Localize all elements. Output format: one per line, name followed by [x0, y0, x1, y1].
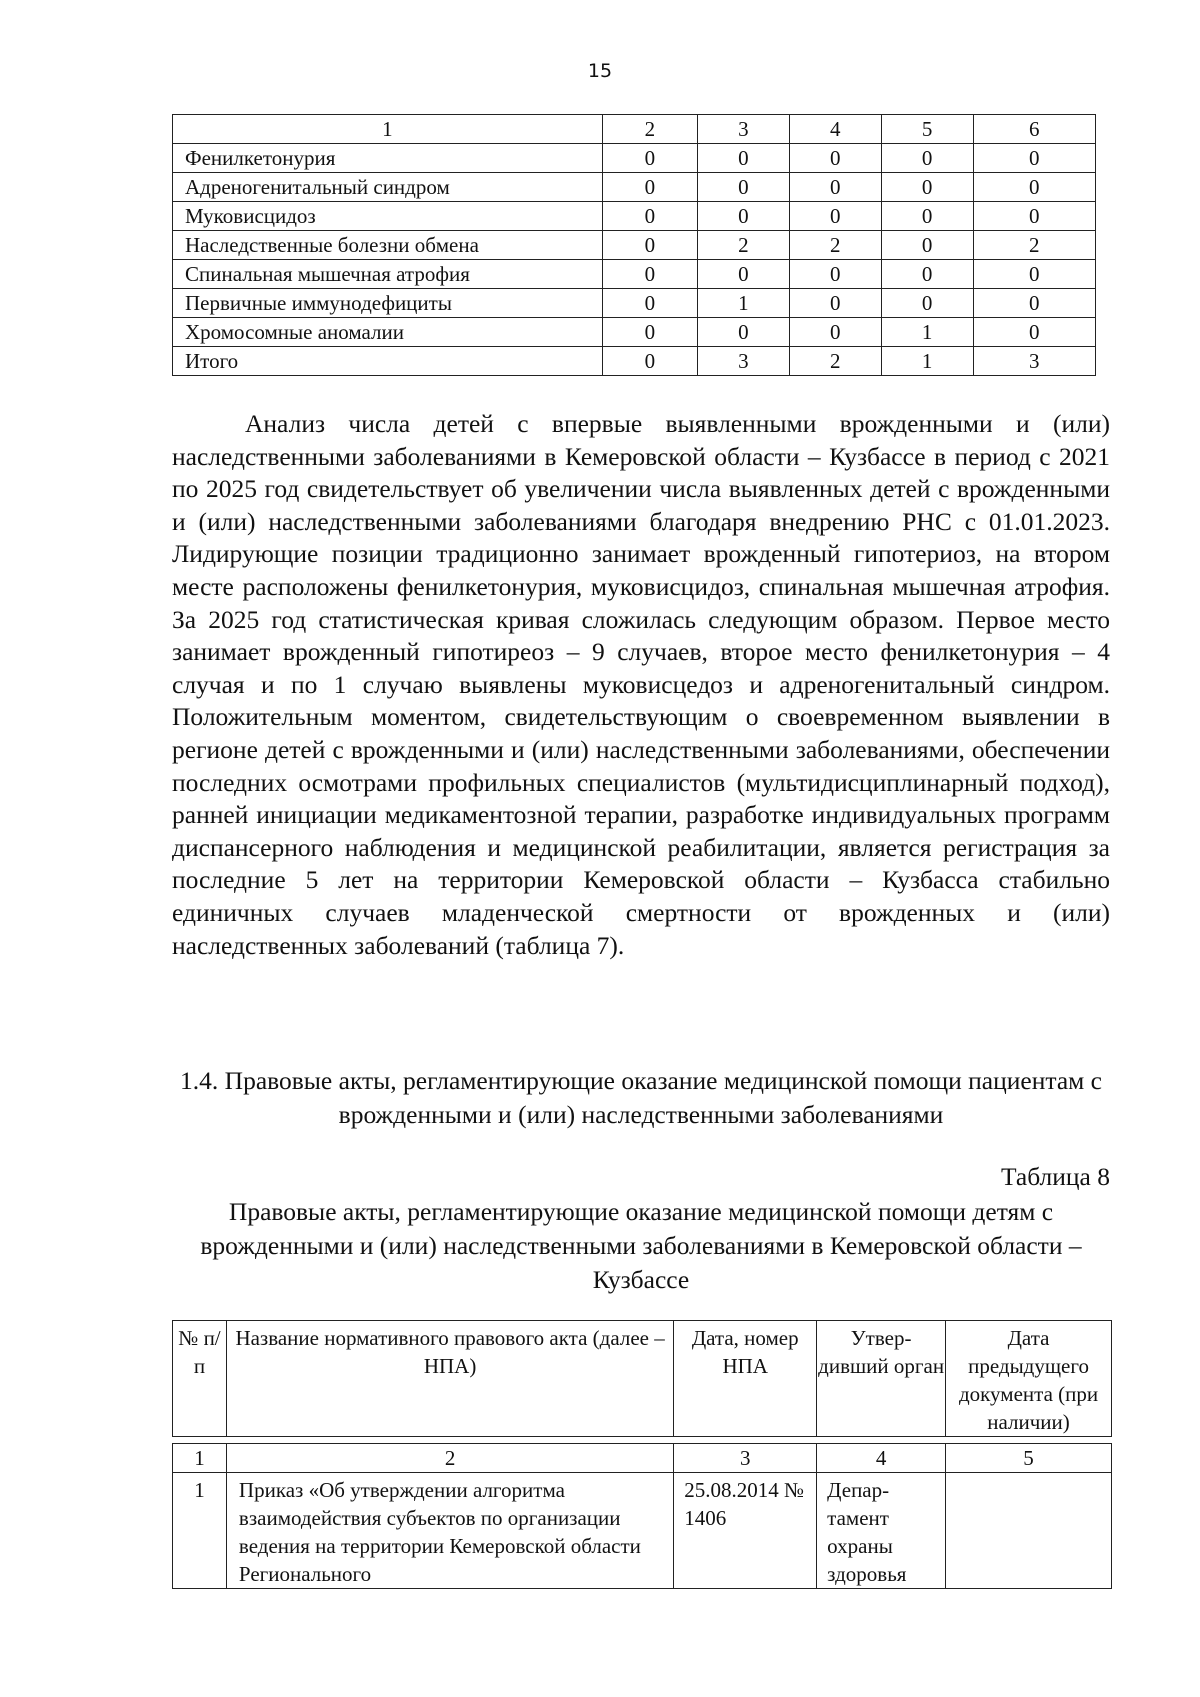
column-number: 2 — [226, 1444, 673, 1473]
row-label: Адреногенитальный синдром — [173, 173, 603, 202]
table-header-row — [173, 115, 1096, 144]
table-total-row — [173, 347, 1096, 376]
cell-value: 0 — [973, 289, 1096, 318]
table-row — [173, 173, 1096, 202]
row-label: Наследственные болезни обмена — [173, 231, 603, 260]
cell-value: 0 — [697, 318, 789, 347]
cell-value: 0 — [602, 347, 697, 376]
column-header: 4 — [789, 115, 881, 144]
cell-value: 0 — [602, 202, 697, 231]
cell-value: 0 — [881, 231, 973, 260]
column-header: 5 — [881, 115, 973, 144]
cell-value: 0 — [602, 289, 697, 318]
cell-value: 0 — [973, 202, 1096, 231]
column-number: 3 — [674, 1444, 817, 1473]
cell-value: 0 — [789, 289, 881, 318]
table-row — [173, 318, 1096, 347]
cell-value: 0 — [881, 144, 973, 173]
cell-value: 0 — [697, 144, 789, 173]
cell-value: 1 — [881, 318, 973, 347]
column-number: 5 — [946, 1444, 1112, 1473]
column-header-number: № п/п — [173, 1321, 227, 1437]
column-header: 6 — [973, 115, 1096, 144]
cell-value: 0 — [973, 173, 1096, 202]
row-label: Спинальная мышечная атрофия — [173, 260, 603, 289]
column-numbers-row — [173, 1444, 1112, 1473]
cell-value: 3 — [697, 347, 789, 376]
approving-organ: Депар-тамент охраны здоровья — [817, 1473, 946, 1589]
column-header: 1 — [173, 115, 603, 144]
act-date-number: 25.08.2014 № 1406 — [674, 1473, 817, 1589]
statistics-table — [172, 114, 1096, 376]
cell-value: 2 — [973, 231, 1096, 260]
cell-value: 2 — [697, 231, 789, 260]
cell-value: 1 — [697, 289, 789, 318]
table-row — [173, 231, 1096, 260]
column-header: 2 — [602, 115, 697, 144]
column-header: 3 — [697, 115, 789, 144]
cell-value: 0 — [789, 144, 881, 173]
cell-value: 0 — [602, 231, 697, 260]
cell-value: 0 — [697, 202, 789, 231]
page-number: 15 — [587, 60, 613, 82]
legal-acts-table — [172, 1320, 1112, 1589]
cell-value: 0 — [789, 173, 881, 202]
column-header-name: Название нормативного правового акта (далее – НПА) — [226, 1321, 673, 1437]
cell-value: 1 — [881, 347, 973, 376]
row-label: Итого — [173, 347, 603, 376]
table-spacer-row — [173, 1437, 1112, 1444]
table-row — [173, 202, 1096, 231]
cell-value: 2 — [789, 231, 881, 260]
previous-document-date — [946, 1473, 1112, 1589]
cell-value: 0 — [973, 260, 1096, 289]
cell-value: 0 — [881, 289, 973, 318]
table-row — [173, 260, 1096, 289]
table-header-row — [173, 1321, 1112, 1437]
column-header-organ: Утвер-дивший орган — [817, 1321, 946, 1437]
cell-value: 0 — [602, 144, 697, 173]
cell-value: 0 — [602, 318, 697, 347]
column-number: 4 — [817, 1444, 946, 1473]
table-caption: Правовые акты, регламентирующие оказание медицинской помощи детям с врожденными и (или) наследственными заболеваниями в Кемеровской области – Кузбассе — [200, 1197, 1082, 1294]
row-label: Фенилкетонурия — [173, 144, 603, 173]
analysis-paragraph: Анализ числа детей с впервые выявленными врожденными и (или) наследственными заболеваниями в Кемеровской области – Кузбассе в период с 2021 по 2025 год свидетельствует об увеличении числа выявленных детей с врожденными и (или) наследственными заболеваниями благодаря внедрению РНС с 01.01.2023. Лидирующие позиции традиционно занимает врожденный гипотериоз, на втором месте расположены фенилкетонурия, муковисцидоз, спинальная мышечная атрофия. За 2025 год статистическая кривая сложилась следующим образом. Первое место занимает врожденный гипотиреоз – 9 случаев, второе место фенилкетонурия – 4 случая и по 1 случаю выявлены муковисцедоз и адреногенитальный синдром. Положительным моментом, свидетельствующим о своевременном выявлении в регионе детей с врожденными и (или) наследственными заболеваниями, обеспечении последних осмотрами профильных специалистов (мультидисциплинарный подход), ранней инициации медикаментозной терапии, разработке индивидуальных программ диспансерного наблюдения и медицинской реабилитации, является регистрация за последние 5 лет на территории Кемеровской области – Кузбасса стабильно единичных случаев младенческой смертности от врожденных и (или) наследственных заболеваний (таблица 7). — [172, 409, 1110, 960]
cell-value: 0 — [602, 173, 697, 202]
row-number: 1 — [173, 1473, 227, 1589]
column-header-previous: Дата предыдущего документа (при наличии) — [946, 1321, 1112, 1437]
column-number: 1 — [173, 1444, 227, 1473]
cell-value: 0 — [881, 173, 973, 202]
section-heading: 1.4. Правовые акты, регламентирующие оказание медицинской помощи пациентам с врожденными и (или) наследственными заболеваниями — [180, 1066, 1102, 1129]
cell-value: 0 — [973, 318, 1096, 347]
cell-value: 0 — [881, 202, 973, 231]
cell-value: 0 — [697, 173, 789, 202]
row-label: Муковисцидоз — [173, 202, 603, 231]
row-label: Первичные иммунодефициты — [173, 289, 603, 318]
cell-value: 0 — [789, 202, 881, 231]
table-row — [173, 144, 1096, 173]
cell-value: 0 — [789, 318, 881, 347]
cell-value: 0 — [789, 260, 881, 289]
cell-value: 0 — [697, 260, 789, 289]
table-number: Таблица 8 — [1000, 1162, 1110, 1191]
act-name: Приказ «Об утверждении алгоритма взаимодействия субъектов по организации ведения на территории Кемеровской области Регионального — [226, 1473, 673, 1589]
row-label: Хромосомные аномалии — [173, 318, 603, 347]
cell-value: 3 — [973, 347, 1096, 376]
cell-value: 0 — [881, 260, 973, 289]
cell-value: 0 — [973, 144, 1096, 173]
cell-value: 0 — [602, 260, 697, 289]
table-row — [173, 289, 1096, 318]
cell-value: 2 — [789, 347, 881, 376]
column-header-date: Дата, номер НПА — [674, 1321, 817, 1437]
table-row — [173, 1473, 1112, 1589]
